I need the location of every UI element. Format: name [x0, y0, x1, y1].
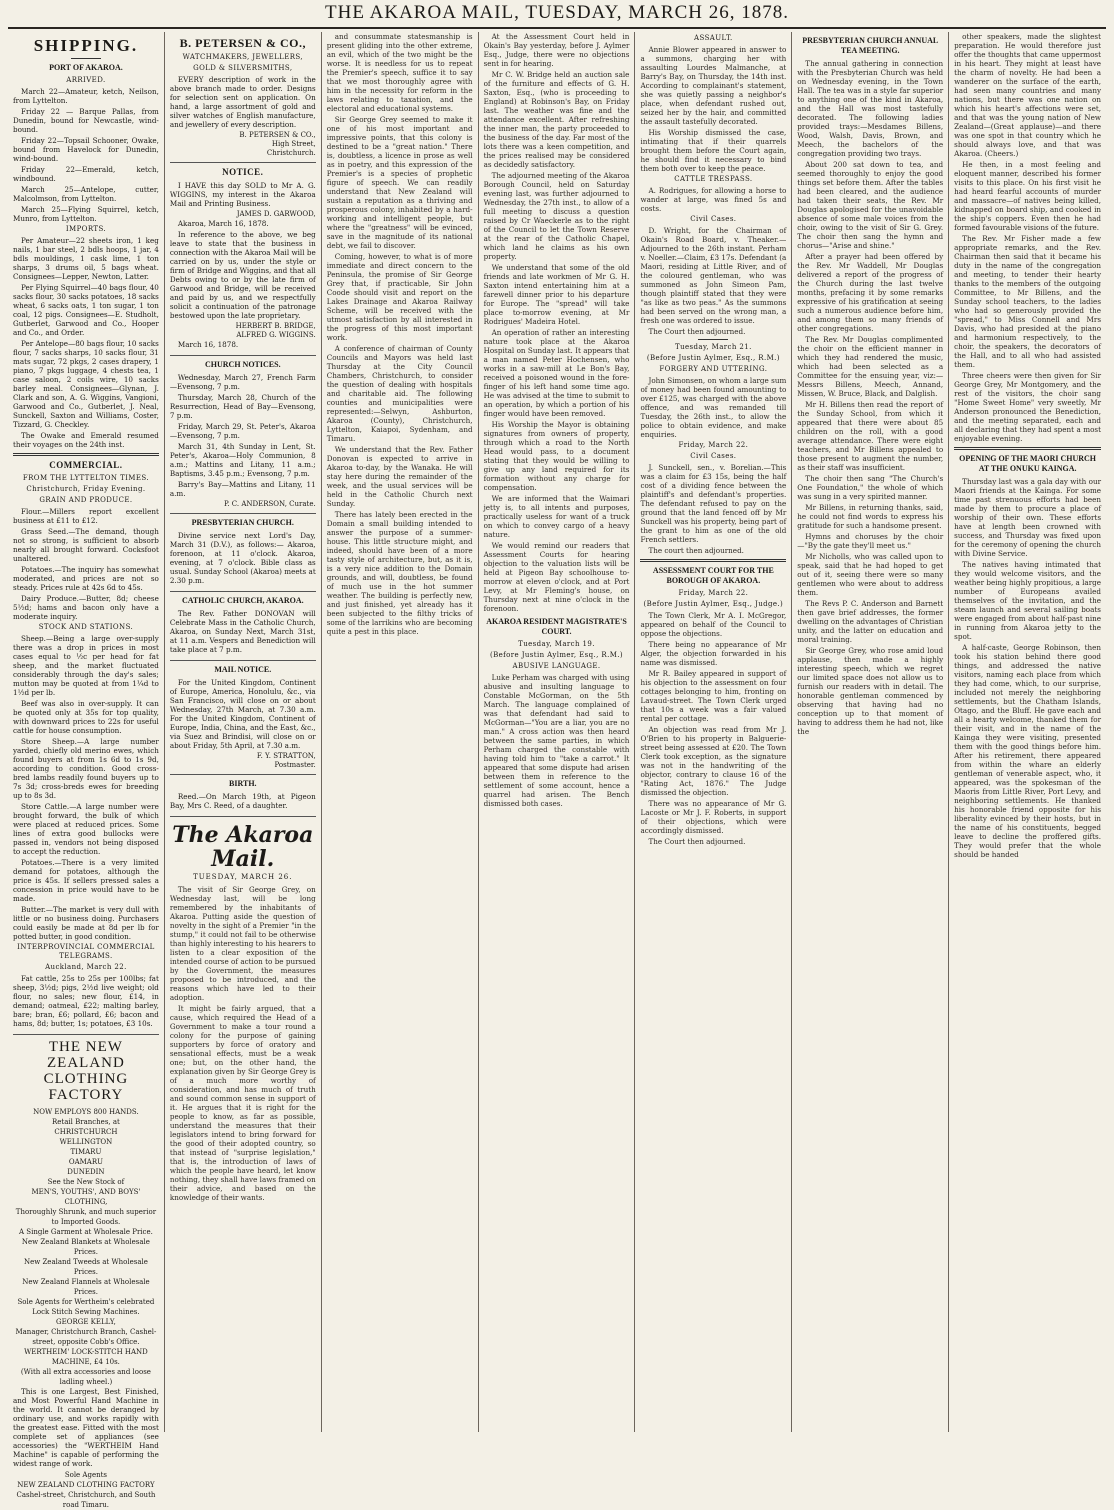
stock-list: [13, 634, 159, 941]
mail-sign: F. Y. STRATTON,: [256, 752, 316, 760]
birth-text: Reed.—On March 19th, at Pigeon Bay, Mrs C. Reed, of a daughter.: [169, 792, 316, 810]
article-paragraph: There was no appearance of Mr G. Lacoste or Mr J. F. Roberts, in support of their objections, which were accordingly dismissed.: [640, 799, 787, 835]
article-paragraph: Mr Nicholls, who was called upon to speak, said that he had hoped to get out of it, seeing there were so many gentlemen who were about to address them.: [797, 552, 944, 597]
notice-date-block: [170, 340, 316, 356]
article-paragraph: There being no appearance of Mr Alger, the objection forwarded in his name was dismissed.: [640, 640, 787, 667]
tuesday-heading: Tuesday, March 21.: [675, 343, 752, 351]
masthead: THE AKAROA MAIL, TUESDAY, MARCH 26, 1878.: [325, 2, 789, 23]
sole-agents-line: Sole Agents for Wertheim's celebrated Lock Stitch Sewing Machines.: [17, 1298, 155, 1316]
branch-item: DUNEDIN: [67, 1168, 105, 1176]
column-5: [635, 32, 792, 1432]
catholic-text: The Rev. Father DONOVAN will Celebrate Mass in the Catholic Church, Akaroa, on Sunday Next, March 31st, at 11 a.m. Vespers and Benediction will take place at 7 p.m.: [169, 609, 316, 654]
rm-case-heading: ABUSIVE LANGUAGE.: [512, 662, 601, 670]
leader-paragraph: It might be fairly argued, that a cause, which required the Head of a Government to make a tour round a colony for the purpose of gaining supporters by force of oratory and sensational effects, must be a weak one; but, on the other hand, the explanation given by Sir George Grey is of a much more worthy of consideration, and has much of truth and sound common sense in support of it. He argues that it is right for the people to know, as far as possible, understand the measures that their legislators intend to bring forward for the good of their adopted country, so that instead of "surprise legislation," that is, the introduction of laws of which the people have heard, let know nothing, they shall have laws framed on their advice, and based on the knowledge of their wants.: [169, 1004, 316, 1202]
stock-item: Beef was also in over-supply. It can be quoted only at 35s for top quality, with downward prices to 22s for useful cattle for house consumption.: [13, 699, 159, 735]
separator: [71, 58, 101, 59]
column-3-text: [327, 32, 473, 636]
rm-case-text: Luke Perham was charged with using abusive and insulting language to Constable McGorman, on the 5th March. The language complained of was that defendant had said to McGorman—"You are a liar, you are no man." A cross action was then heard between the same parties, in which Perham charged the constable with having told him to "take a carrot." It appeared that some dispute had arisen between them in reference to the settlement of some account, hence a quarrel had arisen. The Bench dismissed both cases.: [483, 673, 630, 808]
owake-note: The Owake and Emerald resumed their voyages on the 24th inst.: [13, 431, 159, 449]
article-paragraph: We are informed that the Waimari jetty is, to all intents and purposes, practically useless for want of a truck on which to convey cargo of a heavy nature.: [483, 494, 630, 539]
mail-heading: MAIL NOTICE.: [214, 665, 272, 674]
mail-text: For the United Kingdom, Continent of Europe, America, Honolulu, &c., via San Francisco, will close on or about Wednesday, 27th March, at 7.30 a.m. For the United Kingdom, Continent of Europe, India, China, and the East, &c., via Suez and Brindisi, will close on or about Friday, 5th April, at 7.30 a.m.: [169, 678, 316, 750]
rm-court-date: Tuesday, March 19.: [518, 640, 595, 648]
assessment-body: [640, 611, 786, 846]
telegrams-heading: INTERPROVINCIAL COMMERCIAL TELEGRAMS.: [17, 943, 155, 960]
forgery-text: John Simonsen, on whom a large sum of money had been found amounting to over £125, was charged with the above offence, and was remanded till Tuesday, the 26th inst., to allow the police to obtain evidence, and make enquiries.: [640, 376, 787, 439]
column-2: [165, 32, 322, 1432]
civil2-heading: Civil Cases.: [690, 452, 737, 460]
article-paragraph: The adjourned meeting of the Akaroa Borough Council, held on Saturday evening last, was further adjourned to Wednesday, the 27th inst., to allow of a full meeting to discuss a question raised by Cr Waeckerle as to the right of the Council to let the Town Reserve at the rear of the Catholic Chapel, which land he claims as his own property.: [483, 171, 630, 261]
notice-date: Akaroa, March 16, 1878.: [177, 219, 269, 228]
assault-body: [640, 45, 786, 173]
article-paragraph: A conference of chairman of County Councils and Mayors was held last Thursday at the City Council Chambers, Christchurch, to consider the question of dealing with hospitals and charitable aid. The following counties and municipalities were represented:—Selwyn, Ashburton, Akaroa (County), Christchurch, Lyttelton, Kaiapoi, Sydenham, and Timaru.: [326, 344, 473, 443]
rm-case-body: [484, 673, 630, 808]
telegram-date: Auckland, March 22.: [45, 963, 127, 971]
cattle-heading: CATTLE TRESPASS.: [674, 175, 753, 183]
paper-date: TUESDAY, MARCH 26.: [193, 873, 293, 881]
assault-heading: ASSAULT.: [694, 34, 733, 42]
notice-sign: JAMES D. GARWOOD,: [236, 210, 316, 218]
factory-address: Cashel-street, Christchurch, and South road Timaru.: [16, 1491, 156, 1509]
article-paragraph: There has lately been erected in the Domain a small building intended to answer the purpose of a summer-house. This little structure might, and indeed, should have been of a more tasty style of architecture, but, as it is, is a very nice addition to the Domain grounds, and will, doubtless, be found of much use in the hot summer weather. The building is perfectly new, and just finished, yet already has it been subjected to the filthy tricks of some of the larrikins who are becoming quite a pest in this place.: [326, 510, 473, 636]
arrival-item: Friday 22—Emerald, ketch, windbound.: [13, 165, 159, 183]
notice-text: In reference to the above, we beg leave to state that the business in connection with the Akaroa Mail will be carried on by us, under the style or firm of Bridge and Wiggins, and that all Debts owing to or by the late firm of Garwood and Bridge, will be received and paid by us, and we respectfully solicit a continuation of the patronage bestowed upon the late proprietary.: [169, 230, 316, 320]
assessment-date: Friday, March 22.: [678, 589, 749, 597]
branch-item: WELLINGTON: [59, 1138, 113, 1146]
article-paragraph: Annie Blower appeared in answer to a summons, charging her with assaulting Lourdes Malmanche, at Barry's Bay, on Thursday, the 14th inst. According to complainant's statement, she was quietly passing a neighbor's place, when defendant rushed out, seized her by the hair, and committed the assault tastefully decorated.: [640, 45, 787, 126]
arrival-item: March 22—Amateur, ketch, Neilson, from Lyttelton.: [13, 87, 159, 105]
article-paragraph: Sir George Grey seemed to make it one of his most important and impressive points, that this colony is destined to be a "great nation." There is, doubtless, a licence in prose as well as in poetry, and this expression of the Premier's is a species of prophetic figure of speech. We can readily understand that New Zealand will sustain a reputation as a thriving and prosperous colony, inhabited by a hard-working and intelligent people, but where the "greatness" will be evinced, save in the magnitude of its national debt, we fail to discover.: [326, 115, 473, 250]
blankets-line: New Zealand Blankets at Wholesale Prices.: [21, 1238, 150, 1256]
arrivals-list: [13, 87, 159, 223]
stock-heading: STOCK AND STATIONS.: [38, 623, 134, 631]
rm-court-before: (Before Justin Aylmer, Esq., R.M.): [489, 651, 624, 659]
wertheim-text: This is one Largest, Best Finished, and Most Powerful Hand Machine in the world. It cannot be deranged by ordinary use, and works rapidly with the greatest ease. Fitted with the most complete set of appliances (see accessories) the "WERTHEIM Hand Machine" is capable of performing the widest range of work.: [13, 1387, 159, 1468]
arrived-heading: ARRIVED.: [66, 76, 106, 84]
maori-church-heading: OPENING OF THE MAORI CHURCH AT THE ONUKU KAINGA.: [959, 454, 1097, 473]
article-paragraph: The Town Clerk, Mr A. I. McGregor, appeared on behalf of the Council to oppose the objections.: [640, 611, 787, 638]
article-paragraph: The Rev. Mr Douglas complimented the choir on the efficient manner in which they had rendered the music, which had been selected as a Committee for the ensuing year, viz:—Messrs Billens, Meech, Annand, Missen, W. Bruce, Black, and Dalglish.: [797, 335, 944, 398]
forgery-body: [640, 376, 786, 439]
church-list: [170, 373, 316, 498]
employs-line: NOW EMPLOYS 800 HANDS.: [33, 1108, 139, 1116]
article-paragraph: About 200 sat down to tea, and seemed thoroughly to enjoy the good things set before them. After the tables had been cleared, and the audience had taken their seats, the Rev. Mr Douglas apologised for the unavoidable absence of some male voices from the choir, owing to the visit of Sir G. Grey. The choir then sang the hymn and chorus—"Arise and shine.": [797, 160, 944, 250]
article-paragraph: Mr R. Bailey appeared in support of his objection to the assessment on four cottages belonging to him, fronting on Lavaud-street. The Town Clerk urged that 10s a week was a fair valued rental per cottage.: [640, 669, 787, 723]
masthead-rule: [8, 27, 1106, 29]
retail-line: Retail Branches, at: [51, 1118, 120, 1126]
friday-heading: Friday, March 22.: [678, 441, 749, 449]
church-item: March 31, 4th Sunday in Lent, St. Peter's, Akaroa—Holy Communion, 8 a.m.; Mattins and Litany, 11 a.m.; Baptisms, 3.45 p.m.; Evensong, 7 p.m.: [169, 442, 316, 478]
church-item: Barry's Bay—Mattins and Litany, 11 a.m.: [169, 480, 316, 498]
mail-body: [170, 678, 316, 750]
maori-church-body: [954, 477, 1101, 859]
commercial-heading: COMMERCIAL.: [49, 460, 123, 470]
cattle-text: A. Rodrigues, for allowing a horse to wander at large, was fined 5s and costs.: [640, 186, 787, 213]
stock-item: Butter.—The market is very dull with little or no business doing. Purchasers could easily be made at 8d per lb for potted butter, in good condition.: [13, 905, 159, 941]
petersen-heading: B. PETERSEN & CO.,: [179, 36, 306, 50]
thoroughly-line: Thoroughly Shrunk, and much superior to Imported Goods.: [15, 1208, 157, 1226]
grain-item: Potatoes.—The inquiry has somewhat moderated, and prices are not so steady. Prices rule at 42s 6d to 45s.: [13, 565, 159, 592]
catholic-heading: CATHOLIC CHURCH, AKAROA.: [181, 596, 304, 605]
article-paragraph: Thursday last was a gala day with our Maori friends at the Kainga. For some time past strenuous efforts had been made by them to procure a place of worship of their own. These efforts have at length been crowned with success, and Thursday was fixed upon for the ceremony of opening the church with Divine Service.: [954, 477, 1102, 558]
factory-line: NEW ZEALAND CLOTHING FACTORY: [17, 1481, 155, 1489]
notice-sign: ALFRED G. WIGGINS.: [236, 331, 316, 339]
catholic-body: [170, 609, 316, 661]
article-paragraph: The natives having intimated that they would welcome visitors, and the weather being highly propitious, a large number of Europeans availed themselves of the invitation, and the steam launch and several sailing boats were engaged from about half-past nine in running from Akaroa jetty to the spot.: [954, 560, 1102, 641]
article-paragraph: Sir George Grey, who rose amid loud applause, then made a highly interesting speech, which we regret our limited space does not allow us to furnish our readers with in detail. The honorable gentleman commenced by observing that having had no conception up to that moment of having to address them he had not, like the: [797, 646, 944, 736]
article-paragraph: The Revs P. C. Anderson and Barnett then gave brief addresses, the former dwelling on the advantages of Christian unity, and the latter on education and moral training.: [797, 599, 944, 644]
grain-item: Flour.—Millers report excellent business at £11 to £12.: [13, 507, 159, 525]
article-paragraph: His Worship the Mayor is obtaining signatures from owners of property, through which a road to the North Head would pass, to a document stating that they would be willing to give up any land required for its formation without any charge for compensation.: [483, 420, 630, 492]
stock-item: Store Cattle.—A large number were brought forward, the bulk of which were placed at reduced prices. Some lines of extra good bullocks were passed in, vendors not being disposed to accept the reduction.: [13, 802, 159, 856]
columns: [8, 32, 1106, 1509]
wertheim-note: (With all extra accessories and loose ladling wheel.): [20, 1368, 151, 1386]
article-paragraph: After a prayer had been offered by the Rev. Mr Waddell, Mr Douglas delivered a report of the progress of the Church during the last twelve months, prefacing it by some remarks expressive of his gratification at seeing such a numerous audience before him, and among them so many friends of other congregations.: [797, 252, 944, 333]
presbyterian-text: Divine service next Lord's Day, March 31 (D.V.), as follows:— Akaroa, forenoon, at 11 o'clock. Akaroa, evening, at 7 o'clock. Bible class as usual. Sunday School (Akaroa) meets at 2.30 p.m.: [169, 531, 316, 585]
manager-title: Manager, Christchurch Branch, Cashel-street, opposite Cobb's Office.: [15, 1328, 157, 1346]
cattle-body: [640, 186, 786, 213]
notice-date: March 16, 1878.: [177, 340, 239, 349]
article-paragraph: The choir then sang "The Church's One Foundation," the whole of which was sung in a very spirited manner.: [797, 474, 944, 501]
tea-meeting-heading: PRESBYTERIAN CHURCH ANNUAL TEA MEETING.: [802, 36, 939, 55]
wertheim-title: WERTHEIM' LOCK-STITCH HAND MACHINE, £4 10s.: [24, 1348, 148, 1366]
column-7-text: [954, 32, 1101, 443]
civil2-body: [640, 463, 786, 555]
import-item: Per Antelope—80 bags flour, 10 sacks flour, 7 sacks sharps, 10 sacks flour, 31 mats sugar, 72 pkgs, 2 cases drapery, 1 piano, 7 pkgs luggage, 4 chests tea, 1 case saloon, 2 coils wire, 10 sacks barley meal. Consignees—Glynan, J. Clark and son, A. G. Wiggins, Vangioni, Garwood and Co., Gutberlet, J. Neal, Sunckell, Saxton and Williams, Coster, Tizzard, G. Checkley.: [13, 339, 159, 429]
separator: [698, 339, 728, 340]
leader-paragraph: The visit of Sir George Grey, on Wednesday last, will be long remembered by the inhabitants of Akaroa. Putting aside the question of novelty in the sight of a Premier "in the stump," it could not fail to be otherwise than highly interesting to his hearers to listen to a clear exposition of the intended course of action to be pursued by the Government, the measures proposed to be introduced, and the reasons which have led to their adoption.: [169, 885, 316, 1002]
clothing-factory-title: THE NEW ZEALAND CLOTHING FACTORY: [43, 1039, 129, 1103]
article-paragraph: The Rev. Mr Fisher made a few appropriate remarks, and the Rev. Chairman then said that it became his duty in the name of the congregation and meeting, to tender their hearty thanks to the members of the outgoing Committee, to Mr Billens, and the Sunday school teachers, to the ladies who had so generously provided the "spread," to Miss Connell and Mrs Davis, who had presided at the piano and harmonium respectively, to the choir, the speakers, the decorators of the Hall, and to all who had assisted them.: [954, 234, 1102, 369]
petersen-trade: GOLD & SILVERSMITHS,: [193, 64, 293, 72]
telegram-body: Fat cattle, 25s to 25s per 100lbs; fat sheep, 3½d; pigs, 2½d live weight; old flour, no sales; new flour, £14, in demand; oatmeal, £22; malting barley, bare; bran, £6; pollard, £6; bacon and hams, 8d; butter, 1s; potatoes, £3 10s.: [13, 974, 159, 1028]
branch-item: CHRISTCHURCH: [54, 1128, 118, 1136]
arrival-item: March 25—Antelope, cutter, Malcolmson, from Lyttelton.: [13, 185, 159, 203]
telegram-text: [13, 974, 159, 1035]
tea-meeting-body: [797, 59, 943, 736]
column-4-text: [484, 32, 630, 613]
presbyterian-heading: PRESBYTERIAN CHURCH.: [191, 518, 294, 527]
notice-sign: HERBERT B. BRIDGE,: [235, 322, 316, 330]
wertheim-body: [13, 1387, 159, 1468]
article-paragraph: He then, in a most feeling and eloquent manner, described his former visits to this place. On his first visit he had heard fearful accounts of murder and massacre—of natives being killed, kidnapped on board ship, and cooked in the ship's coppers. Even then he had formed favourable visions of the future.: [954, 160, 1102, 232]
article-paragraph: We would remind our readers that Assessment Courts for hearing objection to the valuation lists will be held at Pigeon Bay schoolhouse to-morrow at eleven o'clock, and at Port Levy, at Mr Fleming's house, on Thursday next at nine o'clock in the forenoon.: [483, 541, 630, 613]
arrival-item: March 25—Flying Squirrel, ketch, Munro, from Lyttelton.: [13, 205, 159, 223]
stock-item: Sheep.—Being a large over-supply there was a drop in prices in most cases equal to ½c per head for fat sheep, and the market fluctuated considerably through the day's sales; mutton may be quoted at from 1¼d to 1½d per lb.: [13, 634, 159, 697]
column-6: [792, 32, 949, 1432]
adjourned-text: The court then adjourned.: [648, 546, 744, 555]
import-item: Per Amateur—22 sheets iron, 1 keg nails, 1 bar steel, 2 bdls hoops, 1 jar, 4 bdls mouldings, 1 cask lime, 1 ton sharps, 3 drums oil, 5 bags wheat. Consignees—Lepper, Newton, Latter.: [13, 236, 159, 281]
double-rule: [13, 453, 159, 456]
church-heading: CHURCH NOTICES.: [205, 360, 281, 369]
article-paragraph: An objection was read from Mr J. O'Brien to his property in Balguerie-street being assessed at £20. The Town Clerk took exception, as the signature was not in the handwriting of the objector, contrary to clause 16 of the "Rating Act, 1876." The Judge dismissed the objection.: [640, 725, 787, 797]
import-item: Per Flying Squirrel—40 bags flour, 40 sacks flour, 30 sacks potatoes, 18 sacks wheat, 6 sacks oats, 1 ton sugar, 1 ton coal, 12 pigs. Consignees—E. Studholt, Gutberlet, Garwood and Co., Hooper and Co., and Order.: [13, 283, 159, 337]
grain-item: Grass Seed.—The demand, though not so strong, is sufficient to absorb nearly all brought forward. Cocksfoot unaltered.: [13, 527, 159, 563]
commercial-date: Christchurch, Friday Evening.: [26, 485, 146, 493]
church-item: Thursday, March 28, Church of the Resurrection, Head of Bay—Evensong, 7 p.m.: [169, 393, 316, 420]
article-paragraph: At the Assessment Court held in Okain's Bay yesterday, before J. Aylmer Esq., Judge, there were no objections sent in for hearing.: [483, 32, 630, 68]
article-paragraph: Three cheers were then given for Sir George Grey, Mr Montgomery, and the rest of the visitors, the choir sang "Home Sweet Home" very sweetly, Mr Anderson pronounced the Benediction, and the meeting separated, each and all declaring that they had spent a most enjoyable evening.: [954, 371, 1102, 443]
commercial-source: FROM THE LYTTELTON TIMES.: [22, 474, 149, 482]
petersen-ad: [170, 75, 316, 129]
flannels-line: New Zealand Flannels at Wholesale Prices.: [22, 1278, 150, 1296]
article-paragraph: We understand that the Rev. Father Donovan is expected to arrive in Akaroa to-day, by the Wanaka. He will stay here during the remainder of the week, and the usual services will be held in the Catholic Church next Sunday.: [326, 445, 473, 508]
article-paragraph: A half-caste, George Robinson, then took his station behind there good things, and addressed the native visitors, naming each place from which they had come, which, to our surprise, included not merely the neighboring settlements, but the Chatham Islands, Otago, and the Bluff. He gave each and all a hearty welcome, thanked them for their visit, and in the name of the Kainga they were visiting, presented them with the good things before him. After his retirement, there appeared from within the whare an elderly gentleman of venerable aspect, who, it appeared, was the spokesman of the Maoris from Little River, Port Levy, and neighboring settlements. He thanked his honorable friend opposite for his liberality evinced by their hosts, but in the name of his constituents, begged leave to decline the proffered gifts. They would prefer that the whole should be handed: [954, 643, 1102, 859]
before-line: (Before Justin Aylmer, Esq., R.M.): [646, 354, 780, 362]
article-paragraph: Hymns and choruses by the choir—"By the gate they'll meet us.": [797, 532, 944, 550]
adjourned-text: The Court then adjourned.: [648, 837, 746, 846]
grain-heading: GRAIN AND PRODUCE.: [39, 496, 133, 504]
article-paragraph: Mr Billens, in returning thanks, said, he could not find words to express his gratitude for such a handsome present.: [797, 503, 944, 530]
notice-heading: NOTICE.: [222, 167, 264, 177]
petersen-trade: WATCHMAKERS, JEWELLERS,: [182, 53, 303, 61]
column-4: [479, 32, 636, 1432]
birth-body: [170, 792, 316, 817]
civil-body: [640, 226, 786, 336]
petersen-sign: Christchurch.: [170, 149, 316, 163]
rm-court-heading: AKAROA RESIDENT MAGISTRATE'S COURT.: [486, 617, 627, 636]
column-7: [949, 32, 1106, 1432]
article-paragraph: other speakers, made the slightest preparation. He would therefore just offer the thoughts that came uppermost in his heart. They might at least have the charm of novelty. He had been a wanderer on the surface of the earth, had seen many countries and many nations, but there was one nation on which his heart's affections were set, and that was the young nation of New Zealand—(Great applause)—and there was one spot in that country which he should always love, and that was Akaroa. (Cheers.): [954, 32, 1102, 158]
column-3: [322, 32, 479, 1432]
stock-item: Potatoes.—There is a very limited demand for potatoes, although the price is 45s. If sellers pressed sales a concession in price would have to be made.: [13, 858, 159, 903]
petersen-sign: B. PETERSEN & CO.,: [239, 131, 316, 139]
see-stock-line: See the New Stock of: [47, 1178, 125, 1186]
assessment-before: (Before Justin Aylmer, Esq., Judge.): [643, 600, 784, 608]
double-rule: [954, 447, 1101, 450]
article-paragraph: His Worship dismissed the case, intimating that if their quarrels brought them before the Court again, he should find it necessary to bind them both over to keep the peace.: [640, 128, 787, 173]
port-heading: PORT OF AKAROA.: [49, 63, 123, 72]
arrival-item: Friday 22 — Barque Pallas, from Dunedin, bound for Newcastle, wind-bound.: [13, 107, 159, 134]
shipping-heading: SHIPPING.: [33, 36, 139, 55]
adjourned-text: The Court then adjourned.: [648, 327, 746, 336]
article-paragraph: We understand that some of the old friends and late workmen of Mr G. H. Saxton intend entertaining him at a farewell dinner prior to his departure for Europe. The "spread" will take place to-morrow evening, at Mr Rodrigues' Madeira Hotel.: [483, 263, 630, 326]
paper-title: The Akaroa Mail.: [172, 822, 314, 872]
civil2-text: J. Sunckell, sen., v. Borelian.—This was a claim for £3 15s, being the half cost of a dividing fence between the plaintiff's and defendant's properties. The defendant refused to pay on the ground that the land fenced off by Mr Sunckell was his property, being part of the grant to him as one of the old French settlers.: [640, 463, 787, 544]
grain-item: Dairy Produce.—Butter, 8d; cheese 5½d; hams and bacon only have a moderate inquiry.: [13, 594, 159, 621]
article-paragraph: Mr H. Billens then read the report of the Sunday School, from which it appeared that there were about 85 children on the roll, with a good average attendance. There were eight teachers, and Mr Billens appealed to those present to augment the number, as their staff was insufficient.: [797, 400, 944, 472]
column-1: [8, 32, 165, 1509]
article-paragraph: and consummate statesmanship is present gliding into the other extreme, an evil, which of the two might be the worse. It is needless for us to repeat the Premier's speech, suffice it to say that we most thoroughly agree with him in the necessity for reform in the laws relating to taxation, and the electoral and educational systems.: [326, 32, 473, 113]
article-paragraph: An operation of rather an interesting nature took place at the Akaroa Hospital on Sunday last. It appears that a man named Peter Hochensen, who works in a saw-mill at Le Bon's Bay, received a poisoned wound in the fore-finger of his left hand some time ago. He was advised at the time to submit to an operation, by which a portion of his finger would have been removed.: [483, 328, 630, 418]
petersen-sign: High Street,: [271, 140, 316, 148]
sole-agents-line: Sole Agents: [64, 1471, 108, 1479]
stock-item: Store Sheep.—A large number yarded, chiefly old merino ewes, which found buyers at from 1s 6d to 1s 9d, according to condition. Good cross-bred lambs readily found buyers up to 7s 3d; cross-breds ewes for breeding up to 8s 3d.: [13, 737, 159, 800]
presbyterian-body: [170, 531, 316, 592]
grain-list: [13, 507, 159, 621]
forgery-heading: FORGERY AND UTTERING.: [659, 365, 768, 373]
garment-line: A Single Garment at Wholesale Price.: [19, 1228, 153, 1236]
double-rule: [640, 559, 786, 562]
article-paragraph: The annual gathering in connection with the Presbyterian Church was held on Wednesday evening, in the Town Hall. The tea was in a style far superior to anything one of the kind in Akaroa, and the Hall was most tastefully decorated. The following ladies provided trays:—Mesdames Billens, Wood, Walsh, Davis, Brown, and Meech, the bachelors of the congregation providing two trays.: [797, 59, 944, 158]
imports-heading: IMPORTS.: [65, 225, 107, 233]
manager-name: GEORGE KELLY,: [56, 1318, 116, 1326]
church-item: Friday, March 29, St. Peter's, Akaroa—Evensong, 7 p.m.: [169, 422, 316, 440]
article-paragraph: Coming, however, to what is of more immediate and direct concern to the Peninsula, the promise of Sir George Grey that, if practicable, Sir John Coode should visit and report on the Lakes Drainage and Akaroa Railway Scheme, will be received with the utmost satisfaction by all interested in the progress of this most important work.: [326, 252, 473, 342]
civil-text: D. Wright, for the Chairman of Okain's Road Board, v. Theaker.—Adjourned to the 26th instant. Perham v. Noeller.—Claim, £3 17s. Defendant (a Maori, residing at Little River, and of the coloured gentleman, who was summoned as John Simeon Pam, though plaintiff stated that they were "as like as two peas." As the summons had been served on the wrong man, a fresh one was ordered to issue.: [640, 226, 787, 325]
arrival-item: Friday 22—Topsail Schooner, Owake, bound from Havelock for Dunedin, wind-bound.: [13, 136, 159, 163]
civil-heading: Civil Cases.: [690, 215, 737, 223]
birth-heading: BIRTH.: [229, 779, 257, 788]
notice-text: I HAVE this day SOLD to Mr A. G. WIGGINS, my interest in the Akaroa Mail and Printing Business.: [169, 181, 316, 208]
church-sign: P. C. ANDERSON, Curate.: [170, 500, 316, 514]
leader-article: [170, 885, 316, 1202]
church-item: Wednesday, March 27, French Farm—Evensong, 7 p.m.: [169, 373, 316, 391]
imports-list: [13, 236, 159, 449]
notice-body: [170, 181, 316, 208]
mens-line: MEN'S, YOUTHS', AND BOYS' CLOTHING,: [31, 1188, 141, 1206]
notice-body: [170, 219, 316, 320]
article-paragraph: Mr C. W. Bridge held an auction sale of the furniture and effects of G. H. Saxton, Esq., (who is proceeding to England) at Robinson's Bay, on Friday last. The weather was fine and the attendance excellent. After refreshing the inner man, the party proceeded to the business of the day. Far most of the lots there was a keen competition, and the prices realised may be considered as decidedly satisfactory.: [483, 70, 630, 169]
branch-item: OAMARU: [68, 1158, 104, 1166]
mail-sign: Postmaster.: [170, 761, 316, 775]
tweeds-line: New Zealand Tweeds at Wholesale Prices.: [23, 1258, 148, 1276]
branch-item: TIMARU: [70, 1148, 102, 1156]
petersen-text: EVERY description of work in the above branch made to order. Designs for selection sent on application. On hand, a large assortment of gold and silver watches of English manufacture, and jewellery of every description.: [169, 75, 316, 129]
assessment-heading: ASSESSMENT COURT FOR THE BOROUGH OF AKAROA.: [652, 566, 774, 585]
